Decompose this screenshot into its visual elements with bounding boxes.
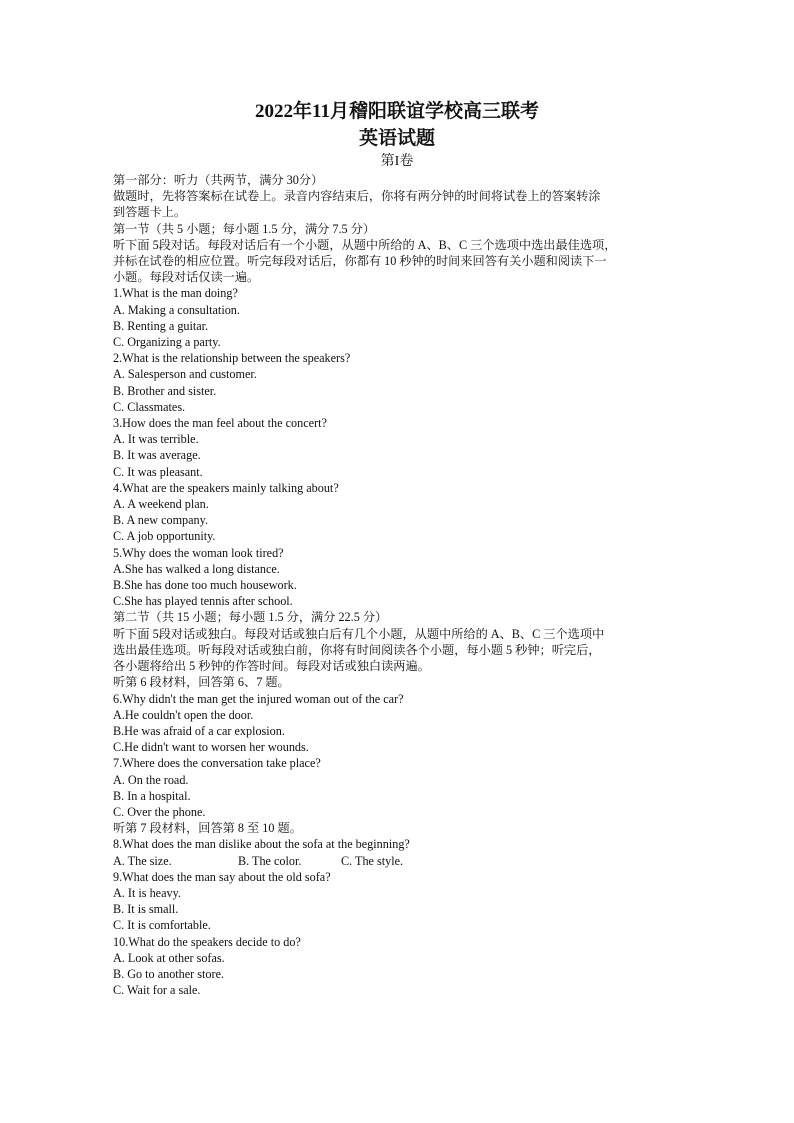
text-line: C. It was pleasant.: [113, 464, 203, 479]
text-line: B. In a hospital.: [113, 788, 191, 803]
text-line: A. On the road.: [113, 772, 189, 787]
text-line: 4.What are the speakers mainly talking about?: [113, 480, 339, 495]
text-block-end: [113, 869, 683, 999]
text-line: 到答题卡上。: [113, 205, 187, 220]
q8-option-a: A. The size.: [113, 853, 172, 868]
text-line: 听下面 5段对话。每段对话后有一个小题，从题中所给的 A、B、C 三个选项中选出最佳选项，: [113, 237, 617, 252]
text-line: 第一部分：听力（共两节，满分 30分）: [113, 173, 324, 187]
text-line: B.She has done too much housework.: [113, 578, 297, 593]
text-line: 8.What does the man dislike about the sofa at the beginning?: [113, 837, 410, 852]
exam-subject: 英语试题: [358, 128, 435, 149]
exam-body: [113, 172, 683, 998]
q8-option-b: B. The color.: [238, 853, 302, 868]
text-line: 做题时，先将答案标在试卷上。录音内容结束后，你将有两分钟的时间将试卷上的答案转涂: [113, 189, 601, 204]
text-line: 7.Where does the conversation take place?: [113, 756, 321, 771]
text-line: A.He couldn't open the door.: [113, 707, 254, 722]
text-line: C. A job opportunity.: [113, 529, 216, 544]
text-line: 选出最佳选项。听每段对话或独白前，你将有时间阅读各个小题，每小题 5 秒钟；听完后，: [113, 642, 601, 657]
text-line: B. A new company.: [113, 513, 209, 528]
text-line: 10.What do the speakers decide to do?: [113, 934, 301, 949]
exam-title: 2022年11月稽阳联谊学校高三联考: [255, 101, 539, 122]
text-line: B. It is small.: [113, 902, 179, 917]
text-line: 3.How does the man feel about the concert?: [113, 416, 327, 431]
text-line: 9.What does the man say about the old sofa?: [113, 869, 331, 884]
text-line: C. Organizing a party.: [113, 335, 221, 350]
text-line: A. Look at other sofas.: [113, 950, 225, 965]
exam-volume: 第I卷: [380, 154, 414, 169]
text-line: 并标在试卷的相应位置。听完每段对话后，你都有 10 秒钟的时间来回答有关小题和阅读下一: [113, 254, 607, 269]
text-line: A. It was terrible.: [113, 432, 199, 447]
text-line: A.She has walked a long distance.: [113, 561, 280, 576]
text-line: 听下面 5段对话或独白。每段对话或独白后有几个小题，从题中所给的 A、B、C 三个选项中: [113, 626, 605, 641]
text-line: 5.Why does the woman look tired?: [113, 545, 284, 560]
text-line: C. Wait for a sale.: [113, 983, 201, 998]
text-line: B. It was average.: [113, 448, 201, 463]
text-line: C. Over the phone.: [113, 804, 206, 819]
text-block-main: [113, 172, 683, 853]
text-line: B. Brother and sister.: [113, 383, 217, 398]
text-line: B.He was afraid of a car explosion.: [113, 723, 285, 738]
text-line: 1.What is the man doing?: [113, 286, 238, 301]
text-line: 小题。每段对话仅读一遍。: [113, 270, 260, 285]
q8-options-row: [113, 853, 683, 869]
q8-option-c: C. The style.: [341, 853, 404, 868]
text-line: C. Classmates.: [113, 399, 186, 414]
text-line: A. Salesperson and customer.: [113, 367, 257, 382]
text-line: C.He didn't want to worsen her wounds.: [113, 740, 309, 755]
text-line: B. Renting a guitar.: [113, 318, 209, 333]
text-line: A. Making a consultation.: [113, 302, 240, 317]
text-line: 听第 7 段材料，回答第 8 至 10 题。: [113, 821, 302, 836]
text-line: 听第 6 段材料，回答第 6、7 题。: [113, 675, 290, 690]
text-line: A. It is heavy.: [113, 885, 181, 900]
text-line: 各小题将给出 5 秒钟的作答时间。每段对话或独白读两遍。: [113, 659, 430, 674]
text-line: 2.What is the relationship between the speakers?: [113, 351, 351, 366]
text-line: 第一节（共 5 小题；每小题 1.5 分，满分 7.5 分）: [113, 221, 376, 236]
text-line: 第二节（共 15 小题；每小题 1.5 分，满分 22.5 分）: [113, 610, 388, 625]
text-line: A. A weekend plan.: [113, 497, 209, 512]
text-line: B. Go to another store.: [113, 966, 225, 981]
text-line: C. It is comfortable.: [113, 918, 211, 933]
text-line: 6.Why didn't the man get the injured woman out of the car?: [113, 691, 404, 706]
text-line: C.She has played tennis after school.: [113, 594, 293, 609]
